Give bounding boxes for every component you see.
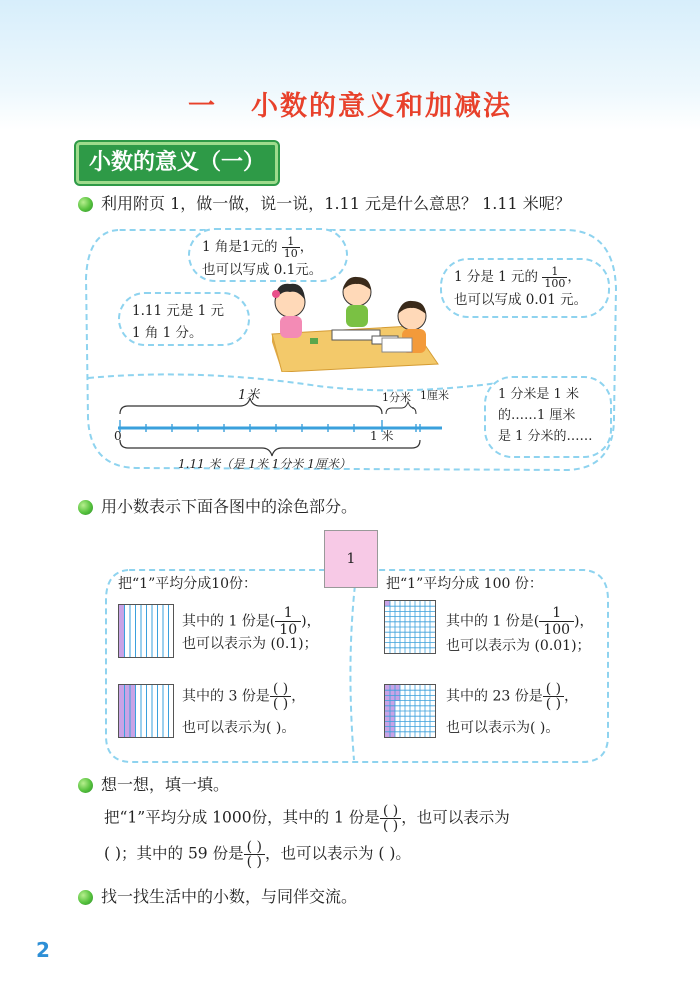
bubble-dm	[484, 376, 612, 458]
question-1: 利用附页 1，做一做，说一说，1.11 元是什么意思？ 1.11 米呢？	[101, 194, 571, 213]
left-ex1-line1: 其中的 1 份是( $\frac{1}{10}$ )，	[182, 605, 321, 638]
right-panel-heading: 把“1”平均分成 100 份：	[386, 576, 543, 592]
tenths-grid-3-shaded	[118, 684, 174, 738]
bubble-jiao-text1: 1 角是1元的	[202, 239, 278, 255]
tenths-grid-1-shaded	[118, 604, 174, 658]
bullet-icon	[78, 890, 93, 905]
bubble-jiao-text2: 也可以写成 0.1元。	[202, 262, 323, 278]
children-illustration	[262, 272, 440, 372]
bullet-icon	[78, 778, 93, 793]
question-2: 用小数表示下面各图中的涂色部分。	[101, 497, 358, 516]
left-ex2-line2[interactable]: 也可以表示为( )。	[182, 720, 296, 736]
question-4: 找一找生活中的小数，与同伴交流。	[101, 887, 358, 906]
bubble-dm-text2: 的……1 厘米	[498, 408, 576, 423]
ruler-one-meter: 1 米	[370, 429, 394, 443]
bubble-jiao: 1 角是1元的 $\frac{1}{10}$ ， 也可以写成 0.1元。	[188, 228, 348, 282]
chapter-title	[0, 84, 700, 123]
bubble-yuan-text2: 1 角 1 分。	[132, 325, 203, 341]
unit-one-box: 1	[324, 530, 378, 588]
ruler-top-label: 1米	[238, 388, 260, 403]
ruler-cm-label: 1厘米	[420, 389, 449, 402]
page-number: 2	[36, 938, 50, 962]
fraction-1-100: $\frac{1}{100}$	[544, 265, 566, 290]
ruler-dm-label: 1分米	[382, 391, 411, 404]
left-ex2-line1: 其中的 3 份是 $\frac{( )}{( )}$ ，	[182, 681, 306, 712]
question-3-title: 想一想，填一填。	[101, 775, 230, 794]
left-ex1-line2: 也可以表示为 (0.1)；	[182, 636, 318, 652]
blank-fraction[interactable]: $\frac{( )}{( )}$	[380, 804, 401, 833]
bubble-dm-text3: 是 1 分米的……	[498, 429, 593, 444]
right-ex1-line2: 也可以表示为 (0.01)；	[446, 638, 591, 654]
ruler-zero: 0	[114, 429, 122, 443]
bubble-yuan	[118, 292, 250, 346]
bubble-dm-text1: 1 分米是 1 米	[498, 387, 579, 402]
right-ex2-line1: 其中的 23 份是 $\frac{( )}{( )}$ ，	[446, 681, 579, 712]
blank-fraction[interactable]: $\frac{( )}{( )}$	[270, 682, 291, 711]
right-ex2-line2[interactable]: 也可以表示为( )。	[446, 720, 560, 736]
ruler-bottom-label: 1.11 米（是 1米 1分米 1厘米）	[178, 457, 351, 471]
question-3-line1: 把“1”平均分成 1000份，其中的 1 份是 $\frac{( )}{( )}$ ，也可以表示为	[104, 803, 510, 834]
bubble-fen-text2: 也可以写成 0.01 元。	[454, 292, 588, 308]
question-3-line2: ( )；其中的 59 份是 $\frac{( )}{( )}$ ，也可以表示为 ( )。	[104, 839, 411, 870]
bullet-icon	[78, 197, 93, 212]
left-panel-heading: 把“1”平均分成10份：	[118, 576, 258, 592]
blank-fraction[interactable]: $\frac{( )}{( )}$	[244, 840, 265, 869]
bullet-icon	[78, 500, 93, 515]
section-tag: 小数的意义（一）	[76, 142, 278, 184]
fraction-1-100-answer: $\frac{1}{100}$	[539, 605, 574, 638]
chapter-number: 一	[188, 91, 217, 122]
chapter-title-text: 小数的意义和加减法	[251, 91, 512, 122]
bubble-yuan-text1: 1.11 元是 1 元	[132, 303, 225, 319]
bubble-fen-text1: 1 分是 1 元的	[454, 269, 539, 285]
hundredths-grid-23-shaded	[384, 684, 436, 738]
hundredths-grid-1-shaded	[384, 600, 436, 654]
blank-fraction[interactable]: $\frac{( )}{( )}$	[543, 682, 564, 711]
fraction-1-10-answer: $\frac{1}{10}$	[275, 605, 301, 638]
fraction-1-10: $\frac{1}{10}$	[283, 235, 298, 260]
bubble-fen: 1 分是 1 元的 $\frac{1}{100}$ ， 也可以写成 0.01 元。	[440, 258, 610, 318]
right-ex1-line1: 其中的 1 份是( $\frac{1}{100}$ )，	[446, 605, 594, 638]
